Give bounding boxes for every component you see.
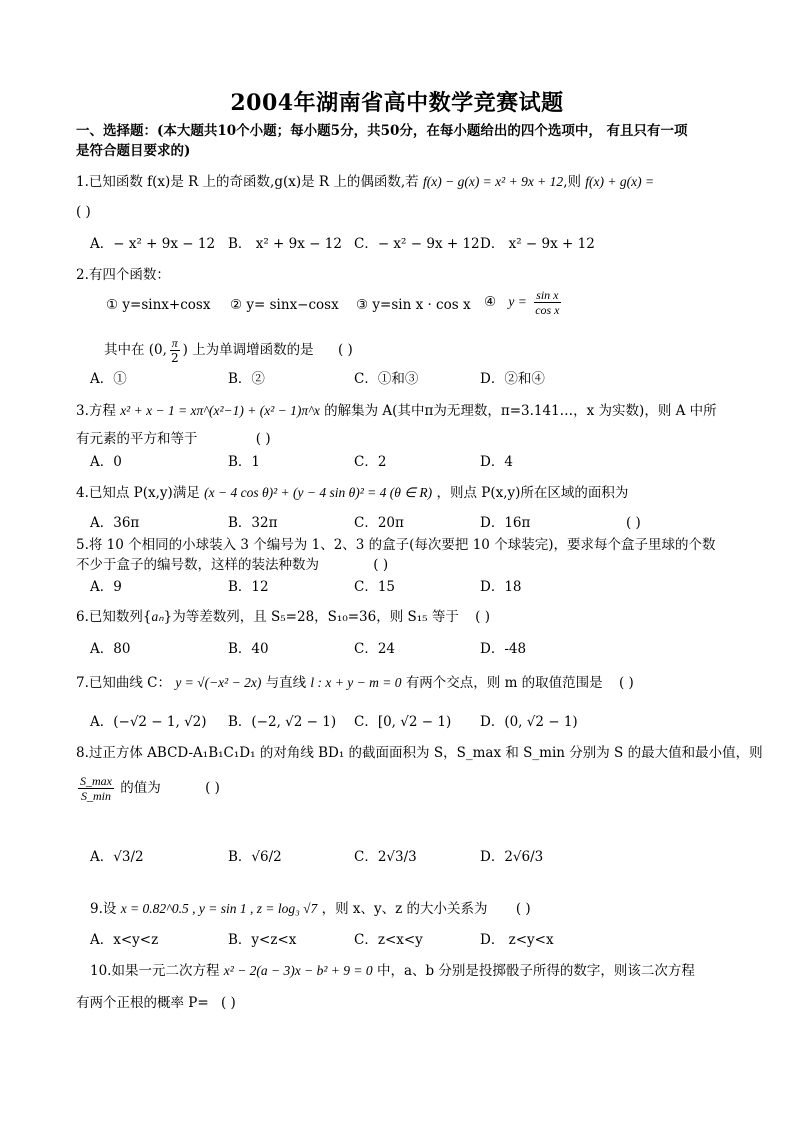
q3-equation: x² + x − 1 = xπ^(x²−1) + (x² − 1)π^x	[120, 403, 320, 418]
q1-option-d: D． x² − 9x + 12	[480, 236, 595, 252]
q7-curve: y = √(−x² − 2x)	[175, 675, 262, 690]
q6-option-b: B．40	[228, 641, 269, 657]
q2-interval-fraction: $\frac{\pi}{2}$	[170, 336, 179, 365]
q9-option-d: D． z<y<x	[480, 932, 554, 948]
q3-option-a: A．0	[90, 454, 122, 470]
q4-option-d: D．16π	[480, 515, 531, 531]
q4-option-a: A．36π	[90, 515, 140, 531]
q5-stem-line2: 不少于盒子的编号数，这样的装法种数为 ( )	[76, 557, 389, 573]
q9-definitions: x = 0.82^0.5 , y = sin 1 , z = log₃ √7	[120, 901, 318, 916]
q4-stem: 4.已知点 P(x,y)满足 (x − 4 cos θ)² + (y − 4 sin θ)² = 4 (θ ∈ R) ，则点 P(x,y)所在区域的面积为	[76, 485, 629, 501]
q4-option-c: C．20π	[354, 515, 404, 531]
q8-option-a: A．√3/2	[90, 849, 144, 865]
q1-stem: 1.已知函数 f(x)是 R 上的奇函数,g(x)是 R 上的偶函数,若 f(x) − g(x) = x² + 9x + 12,则 f(x) + g(x) =	[76, 174, 655, 190]
q2-option-d: D．②和④	[480, 371, 545, 387]
q5-option-a: A．9	[90, 579, 122, 595]
q1-math-condition: f(x) − g(x) = x² + 9x + 12	[422, 174, 564, 189]
q1-option-a: A．− x² + 9x − 12	[90, 236, 216, 252]
q8-stem-line2: $\frac{S\_\max}{S\_\min}$ 的值为 ( )	[80, 774, 220, 803]
q8-option-b: B．√6/2	[228, 849, 282, 865]
q2-function-4: ④ y = $\frac{\text{sin x}}{\text{cos x}}$	[484, 288, 560, 317]
q3-stem-line2: 有元素的平方和等于 ( )	[76, 431, 271, 447]
q6-option-c: C．24	[354, 641, 396, 657]
q6-sequence: aₙ	[151, 609, 164, 624]
q7-stem: 7.已知曲线 C： y = √(−x² − 2x) 与直线 l : x + y − m = 0 有两个交点，则 m 的取值范围是 ( )	[76, 675, 634, 691]
q7-option-d: D．(0, √2 − 1)	[480, 714, 578, 730]
q2-option-b: B．②	[228, 371, 265, 387]
q3-option-b: B．1	[228, 454, 261, 470]
section-instructions-line1: 一、选择题：(本大题共10个小题；每小题5分，共50分，在每小题给出的四个选项中， 有且只有一项	[76, 123, 688, 139]
q10-equation: x² − 2(a − 3)x − b² + 9 = 0	[223, 963, 373, 978]
q6-stem: 6.已知数列{aₙ}为等差数列，且 S₅=28，S₁₀=36，则 S₁₅ 等于 ( )	[76, 609, 490, 625]
q7-option-a: A．(−√2 − 1, √2)	[90, 714, 207, 730]
section-instructions-line2: 是符合题目要求的)	[76, 143, 191, 159]
q2-function-3: ③ y=sin x · cos x	[356, 297, 471, 313]
q5-stem-line1: 5.将 10 个相同的小球装入 3 个编号为 1、2、3 的盒子(每次要把 10 个球装完)，要求每个盒子里球的个数	[76, 537, 716, 553]
q1-answer-paren: ( )	[76, 204, 91, 220]
q7-option-b: B．(−2, √2 − 1)	[228, 714, 337, 730]
q6-option-a: A．80	[90, 641, 131, 657]
q5-option-d: D．18	[480, 579, 522, 595]
q8-stem-line1: 8.过正方体 ABCD-A₁B₁C₁D₁ 的对角线 BD₁ 的截面面积为 S，S_max 和 S_min 分别为 S 的最大值和最小值，则	[76, 745, 763, 761]
q2-function-4-fraction: $\frac{\text{sin x}}{\text{cos x}}$	[535, 288, 560, 317]
q8-option-d: D．2√6/3	[480, 849, 544, 865]
q2-function-2: ② y= sinx−cosx	[230, 297, 339, 313]
q6-option-d: D．-48	[480, 641, 527, 657]
q10-stem-line2: 有两个正根的概率 P= ( )	[76, 995, 236, 1011]
q2-option-a: A．①	[90, 371, 127, 387]
q10-stem-line1: 10.如果一元二次方程 x² − 2(a − 3)x − b² + 9 = 0 中，a、b 分别是投掷骰子所得的数字，则该二次方程	[90, 963, 695, 979]
q7-option-c: C．[0, √2 − 1)	[354, 714, 452, 730]
q4-answer-paren: ( )	[626, 515, 641, 531]
q1-option-b: B． x² + 9x − 12	[228, 236, 342, 252]
q1-option-c: C．− x² − 9x + 12	[354, 236, 480, 252]
q4-equation: (x − 4 cos θ)² + (y − 4 sin θ)² = 4 (θ ∈ R)	[204, 485, 433, 500]
q4-option-b: B．32π	[228, 515, 278, 531]
q9-option-c: C．z<x<y	[354, 932, 423, 948]
q9-stem: 9.设 x = 0.82^0.5 , y = sin 1 , z = log₃ √7 ，则 x、y、z 的大小关系为 ( )	[90, 901, 531, 917]
q7-line: l : x + y − m = 0	[310, 675, 402, 690]
exam-title: 2004年湖南省高中数学竞赛试题	[230, 90, 564, 116]
q9-option-b: B．y<z<x	[228, 932, 297, 948]
q8-option-c: C．2√3/3	[354, 849, 417, 865]
q3-option-c: C．2	[354, 454, 387, 470]
q8-ratio-fraction: $\frac{S\_\max}{S\_\min}$	[80, 774, 112, 803]
q5-option-c: C．15	[354, 579, 396, 595]
q3-option-d: D．4	[480, 454, 513, 470]
q2-stem: 2.有四个函数：	[76, 267, 170, 283]
q9-option-a: A．x<y<z	[90, 932, 159, 948]
q2-interval-line: 其中在 (0, $\frac{\pi}{2}$ ) 上为单调增函数的是 ( )	[104, 336, 353, 365]
q3-stem-line1: 3.方程 x² + x − 1 = xπ^(x²−1) + (x² − 1)π^x 的解集为 A(其中π为无理数，π=3.141…，x 为实数)，则 A 中所	[76, 403, 717, 419]
q5-option-b: B．12	[228, 579, 269, 595]
q1-math-target: f(x) + g(x) =	[585, 174, 655, 189]
q2-option-c: C．①和③	[354, 371, 419, 387]
q2-function-1: ① y=sinx+cosx	[106, 297, 211, 313]
